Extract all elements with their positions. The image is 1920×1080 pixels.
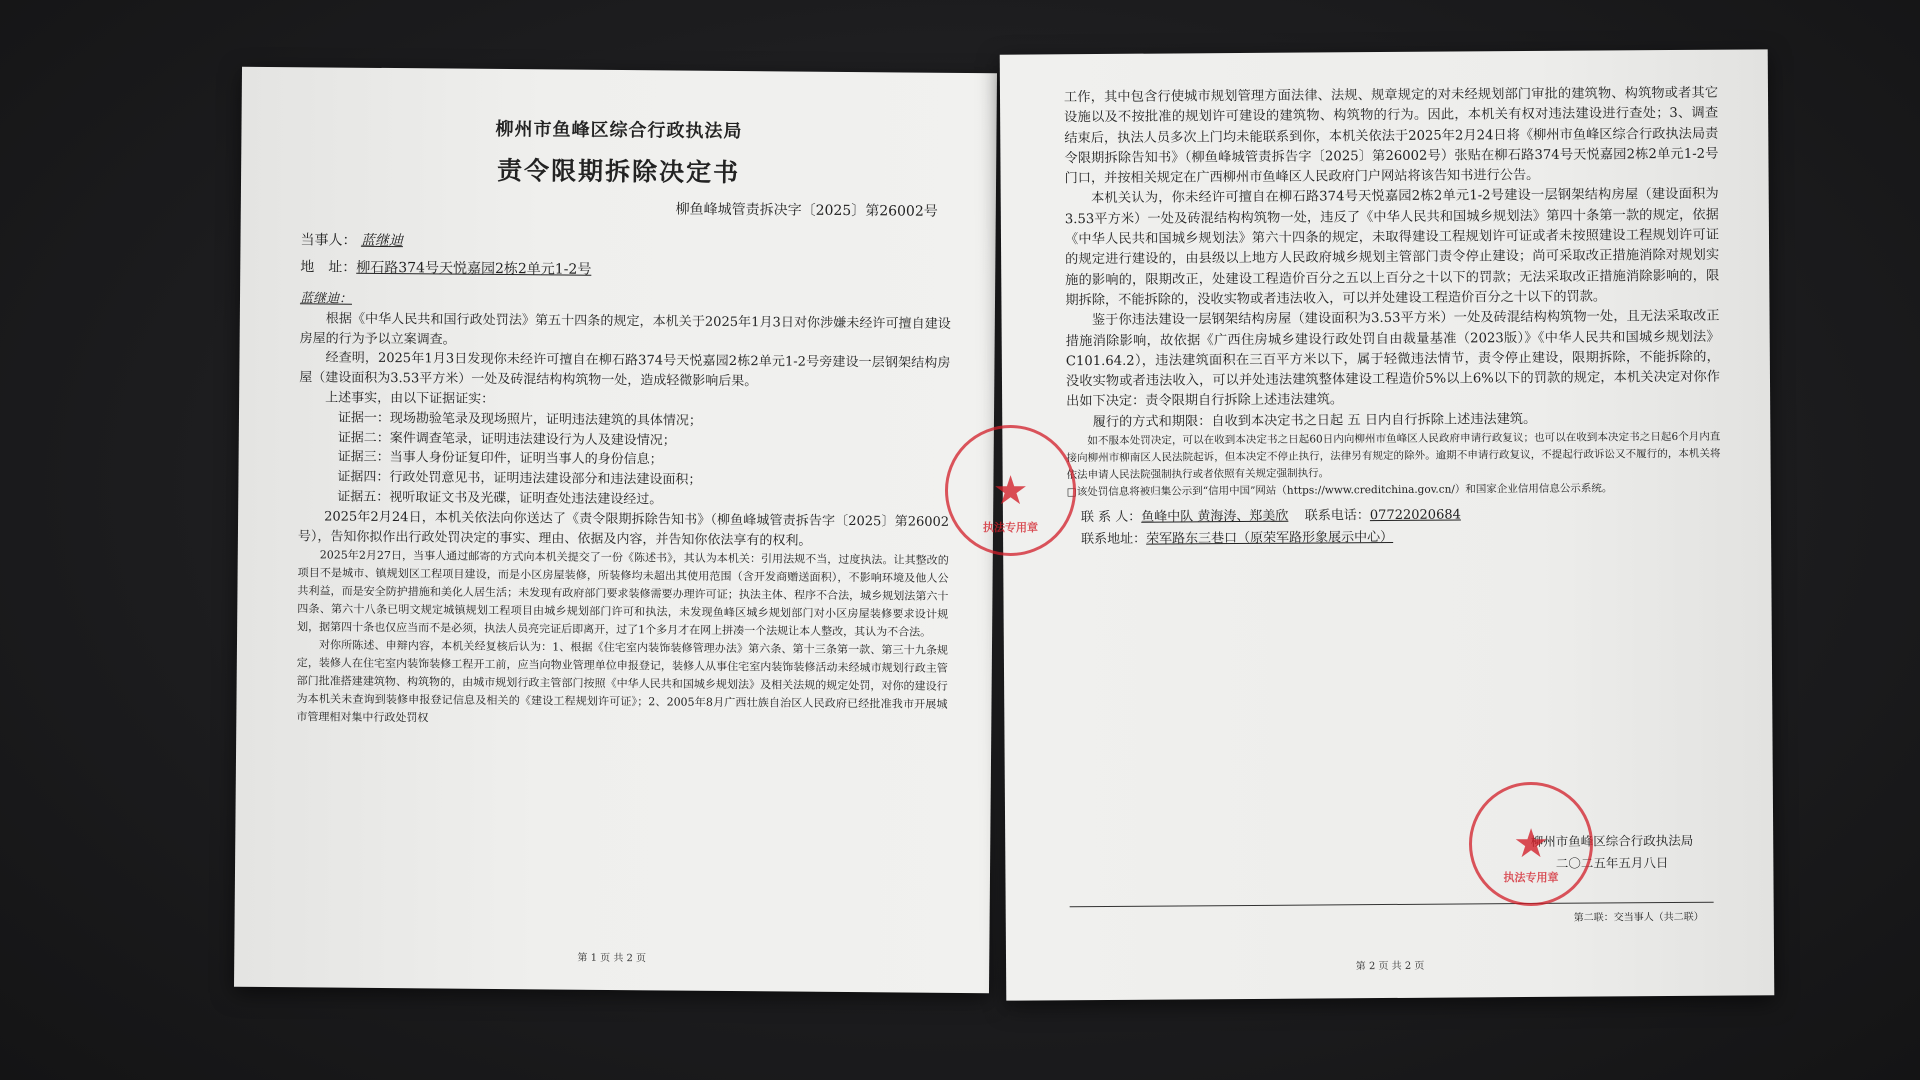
paragraph: 如不服本处罚决定，可以在收到本决定书之日起60日内向柳州市鱼峰区人民政府申请行政复议；也可以在收到本决定书之日起6个月内直接向柳州市柳南区人民法院起诉，但本决定不停止执行，法律另有规定的除外。逾期不申请行政复议，不提起行政诉讼又不履行的，本机关将依法申请人民法院强制执行或者依照有关规定强制执行。: [1066, 430, 1721, 482]
evidence-item: 证据四：行政处罚意见书，证明违法建设部分和违法建设面积；: [337, 469, 702, 488]
phone-label: 联系电话：: [1304, 508, 1370, 524]
paragraph: 2025年2月24日，本机关依法向你送达了《责令限期拆除告知书》（柳鱼峰城管责拆告字〔2025〕第26002号），告知你拟作出行政处罚决定的事实、理由、依据及内容，并告知你依法享有的权利。: [297, 509, 950, 549]
page-footer: 第 2 页 共 2 页: [1355, 960, 1425, 973]
address-label: 地 址：: [300, 259, 357, 276]
paragraph: 履行的方式和期限：自收到本决定书之日起 五 日内自行拆除上述违法建筑。: [1092, 411, 1537, 430]
paragraph: 经查明，2025年1月3日发现你未经许可擅自在柳石路374号天悦嘉园2栋2单元1-2号旁建设一层钢架结构房屋（建设面积为3.53平方米）一处及砖混结构构筑物一处，造成轻微影响后果。: [299, 350, 951, 390]
seal-label: 执法专用章: [983, 521, 1038, 534]
issuing-authority: 柳州市鱼峰区综合行政执法局: [495, 118, 743, 143]
party-name: 蓝继迪: [360, 232, 404, 250]
star-icon: ★: [1513, 821, 1549, 867]
evidence-item: 证据二：案件调查笔录，证明违法建设行为人及建设情况；: [337, 430, 676, 449]
evidence-item: 证据五：视听取证文书及光碟，证明查处违法建设经过。: [337, 489, 663, 508]
salutation: 蓝继迪：: [299, 291, 353, 307]
official-seal-stamp: [945, 425, 1076, 556]
evidence-item: 证据一：现场勘验笔录及现场照片，证明违法建筑的具体情况；: [337, 410, 703, 429]
seal-label: 执法专用章: [1503, 871, 1559, 884]
paragraph: 鉴于你违法建设一层钢架结构房屋（建设面积为3.53平方米）一处及砖混结构构筑物一处，且无法采取改正措施消除影响，故依据《广西住房城乡建设行政处罚自由裁量基准（2023版）》《中华人民共和国城乡规划法》C101.64.2），违法建筑面积在三百平方米以下，属于轻微违法情节，责令停止建设，限期拆除，不能拆除的，没收实物或者违法收入，可以并处违法建筑整体建设工程造价5%以上6%以下的罚款的规定，本机关决定对你作出如下决定：责令限期自行拆除上述违法建筑。: [1065, 308, 1721, 410]
star-icon: ★: [992, 467, 1029, 514]
paragraph: 根据《中华人民共和国行政处罚法》第五十四条的规定，本机关于2025年1月3日对你涉嫌未经许可擅自建设房屋的行为予以立案调查。: [299, 311, 951, 348]
paragraph: 工作，其中包含行使城市规划管理方面法律、法规、规章规定的对未经规划部门审批的建筑物、构筑物或者其它设施以及不按批准的规划许可建设的建筑物、构筑物的行为。因此，本机关有权对违法建设进行查处；3、调查结束后，执法人员多次上门均未能联系到你，本机关依法于2025年2月24日将《柳州市鱼峰区综合行政执法局责令限期拆除告知书》（柳鱼峰城管责拆告字〔2025〕第26002号）张贴在柳石路374号天悦嘉园2栋2单元1-2号门口，并按相关规定在广西柳州市鱼峰区人民政府门户网站将该告知书进行公告。: [1063, 85, 1719, 187]
page2-body: [1064, 84, 1721, 502]
document-page-2: [1000, 49, 1775, 1000]
evidence-item: 证据三：当事人身份证复印件，证明当事人的身份信息；: [337, 449, 663, 468]
divider: [1070, 902, 1714, 907]
sign-org: 柳州市鱼峰区综合行政执法局: [1530, 832, 1694, 850]
paragraph: 本机关认为，你未经许可擅自在柳石路374号天悦嘉园2栋2单元1-2号建设一层钢架结构房屋（建设面积为3.53平方米）一处及砖混结构构筑物一处，违反了《中华人民共和国城乡规划法》第四十条第一款的规定，依据《中华人民共和国城乡规划法》第六十四条的规定，未取得建设工程规划许可证或者未按照建设工程规划许可证的规定进行建设的，由县级以上地方人民政府城乡规划主管部门责令停止建设；尚可采取改正措施消除对规划实施的影响的，限期改正，处建设工程造价百分之五以上百分之十以下的罚款；无法采取改正措施消除影响的，限期拆除，不能拆除的，没收实物或者违法收入，可以并处建设工程造价百分之十以下的罚款。: [1064, 187, 1720, 309]
document-number: 柳鱼峰城管责拆决字〔2025〕第26002号: [675, 201, 938, 220]
document-page-1: [234, 67, 997, 994]
address-label: 联系地址：: [1081, 531, 1147, 548]
contact-label: 联 系 人：: [1080, 509, 1142, 526]
paragraph: 对你所陈述、申辩内容，本机关经复核后认为：1、根据《住宅室内装饰装修管理办法》第六条、第十三条第一款、第三十九条规定，装修人在住宅室内装饰装修工程开工前，应当向物业管理单位申报登记，装修人从事住宅室内装饰装修活动未经城市规划行政主管部门批准搭建建筑物、构筑物的，由城市规划行政主管部门按照《中华人民共和国城乡规划法》及相关法规的规定处罚，对你的建设行为本机关未查询到装修申报登记信息及相关的《建设工程规划许可证》；2、2005年8月广西壮族自治区人民政府已经批准我市开展城市管理相对集中行政处罚权: [296, 638, 949, 725]
sign-date: 二〇二五年五月八日: [1555, 855, 1669, 871]
page1-body: [296, 289, 951, 732]
document-title: 责令限期拆除决定书: [496, 155, 741, 188]
page-footer: 第 1 页 共 2 页: [577, 952, 647, 965]
contact-address: 荣军路东三巷口（原荣军路形象展示中心）: [1146, 530, 1394, 547]
contact-name: 鱼峰中队 黄海涛、郑美欣: [1141, 508, 1289, 525]
contact-phone: 07722020684: [1369, 507, 1461, 524]
party-address: 柳石路374号天悦嘉园2栋2单元1-2号: [356, 259, 592, 278]
paragraph: 2025年2月27日，当事人通过邮寄的方式向本机关提交了一份《陈述书》，其认为本机关：引用法规不当，过度执法。让其整改的项目不是城市、镇规划区工程项目建设，而是小区房屋装修，所装修均未超出其使用范围（含开发商赠送面积），不影响环境及他人公共利益，而是安全防护措施和美化人居生活；未发现有政府部门要求装修需要办理许可证；执法主体、程序不合法，城乡规划法第六十四条、第六十八条已明文规定城镇规划工程项目由城乡规划部门许可和执法，未发现鱼峰区城乡规划部门对小区房屋装修要求设计规划，据第四十条也仅应当而不是必须，执法人员亮完证后即离开，过了1个多月才在网上拼凑一个法规让本人整改，其认为不合法。: [297, 548, 949, 640]
official-seal-stamp: [1469, 782, 1593, 906]
party-label: 当事人：: [300, 232, 357, 249]
party-info: [300, 227, 995, 287]
credit-note: □该处罚信息将被归集公示到“信用中国”网站（https://www.creditchina.gov.cn/）和国家企业信用信息公示系统。: [1066, 482, 1613, 499]
paragraph: 上述事实，由以下证据证实：: [325, 390, 495, 407]
contact-block: [1081, 502, 1771, 551]
copy-note: 第二联：交当事人（共二联）: [1573, 911, 1704, 924]
